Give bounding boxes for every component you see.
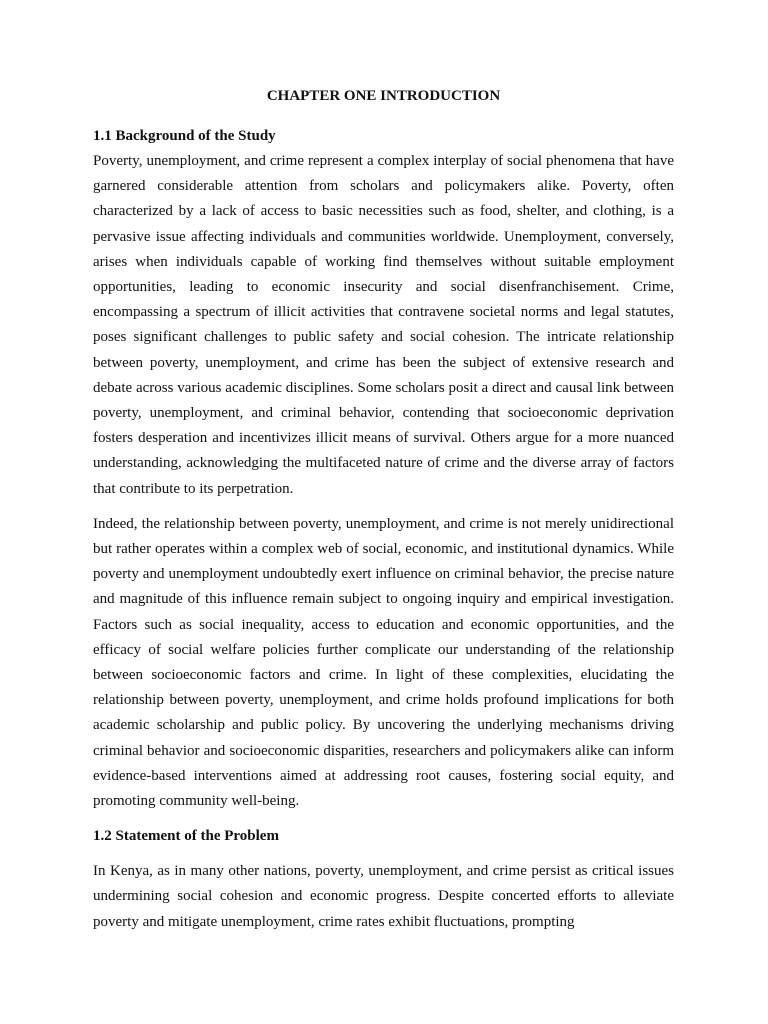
document-page bbox=[93, 84, 674, 945]
background-paragraph-2: Indeed, the relationship between poverty, unemployment, and crime is not merely unidirectional but rather operates within a complex web of social, economic, and institutional dynamics. While poverty and unemployment undoubtedly exert influence on criminal behavior, the precise nature and magnitude of this influence remain subject to ongoing inquiry and empirical investigation. Factors such as social inequality, access to education and economic opportunities, and the efficacy of social welfare policies further complicate our understanding of the relationship between socioeconomic factors and crime. In light of these complexities, elucidating the relationship between poverty, unemployment, and crime holds profound implications for both academic scholarship and public policy. By uncovering the underlying mechanisms driving criminal behavior and socioeconomic disparities, researchers and policymakers alike can inform evidence-based interventions aimed at addressing root causes, fostering social equity, and promoting community well-being. bbox=[93, 515, 674, 810]
chapter-title: CHAPTER ONE INTRODUCTION bbox=[266, 88, 501, 104]
problem-statement-paragraph-1: In Kenya, as in many other nations, poverty, unemployment, and crime persist as critical issues undermining social cohesion and economic progress. Despite concerted efforts to alleviate poverty and mitigate unemployment, crime rates exhibit fluctuations, prompting bbox=[93, 863, 674, 930]
section-heading-background: 1.1 Background of the Study bbox=[93, 128, 276, 144]
background-paragraph-1: Poverty, unemployment, and crime represent a complex interplay of social phenomena that have garnered considerable attention from scholars and policymakers alike. Poverty, often characterized by a lack of access to basic necessities such as food, shelter, and clothing, is a pervasive issue affecting individuals and communities worldwide. Unemployment, conversely, arises when individuals capable of working find themselves without suitable employment opportunities, leading to economic insecurity and social disenfranchisement. Crime, encompassing a spectrum of illicit activities that contravene societal norms and legal statutes, poses significant challenges to public safety and social cohesion. The intricate relationship between poverty, unemployment, and crime has been the subject of extensive research and debate across various academic disciplines. Some scholars posit a direct and causal link between poverty, unemployment, and criminal behavior, contending that socioeconomic deprivation fosters desperation and incentivizes illicit means of survival. Others argue for a more nuanced understanding, acknowledging the multifaceted nature of crime and the diverse array of factors that contribute to its perpetration. bbox=[93, 153, 674, 497]
section-heading-problem-statement: 1.2 Statement of the Problem bbox=[93, 828, 279, 845]
